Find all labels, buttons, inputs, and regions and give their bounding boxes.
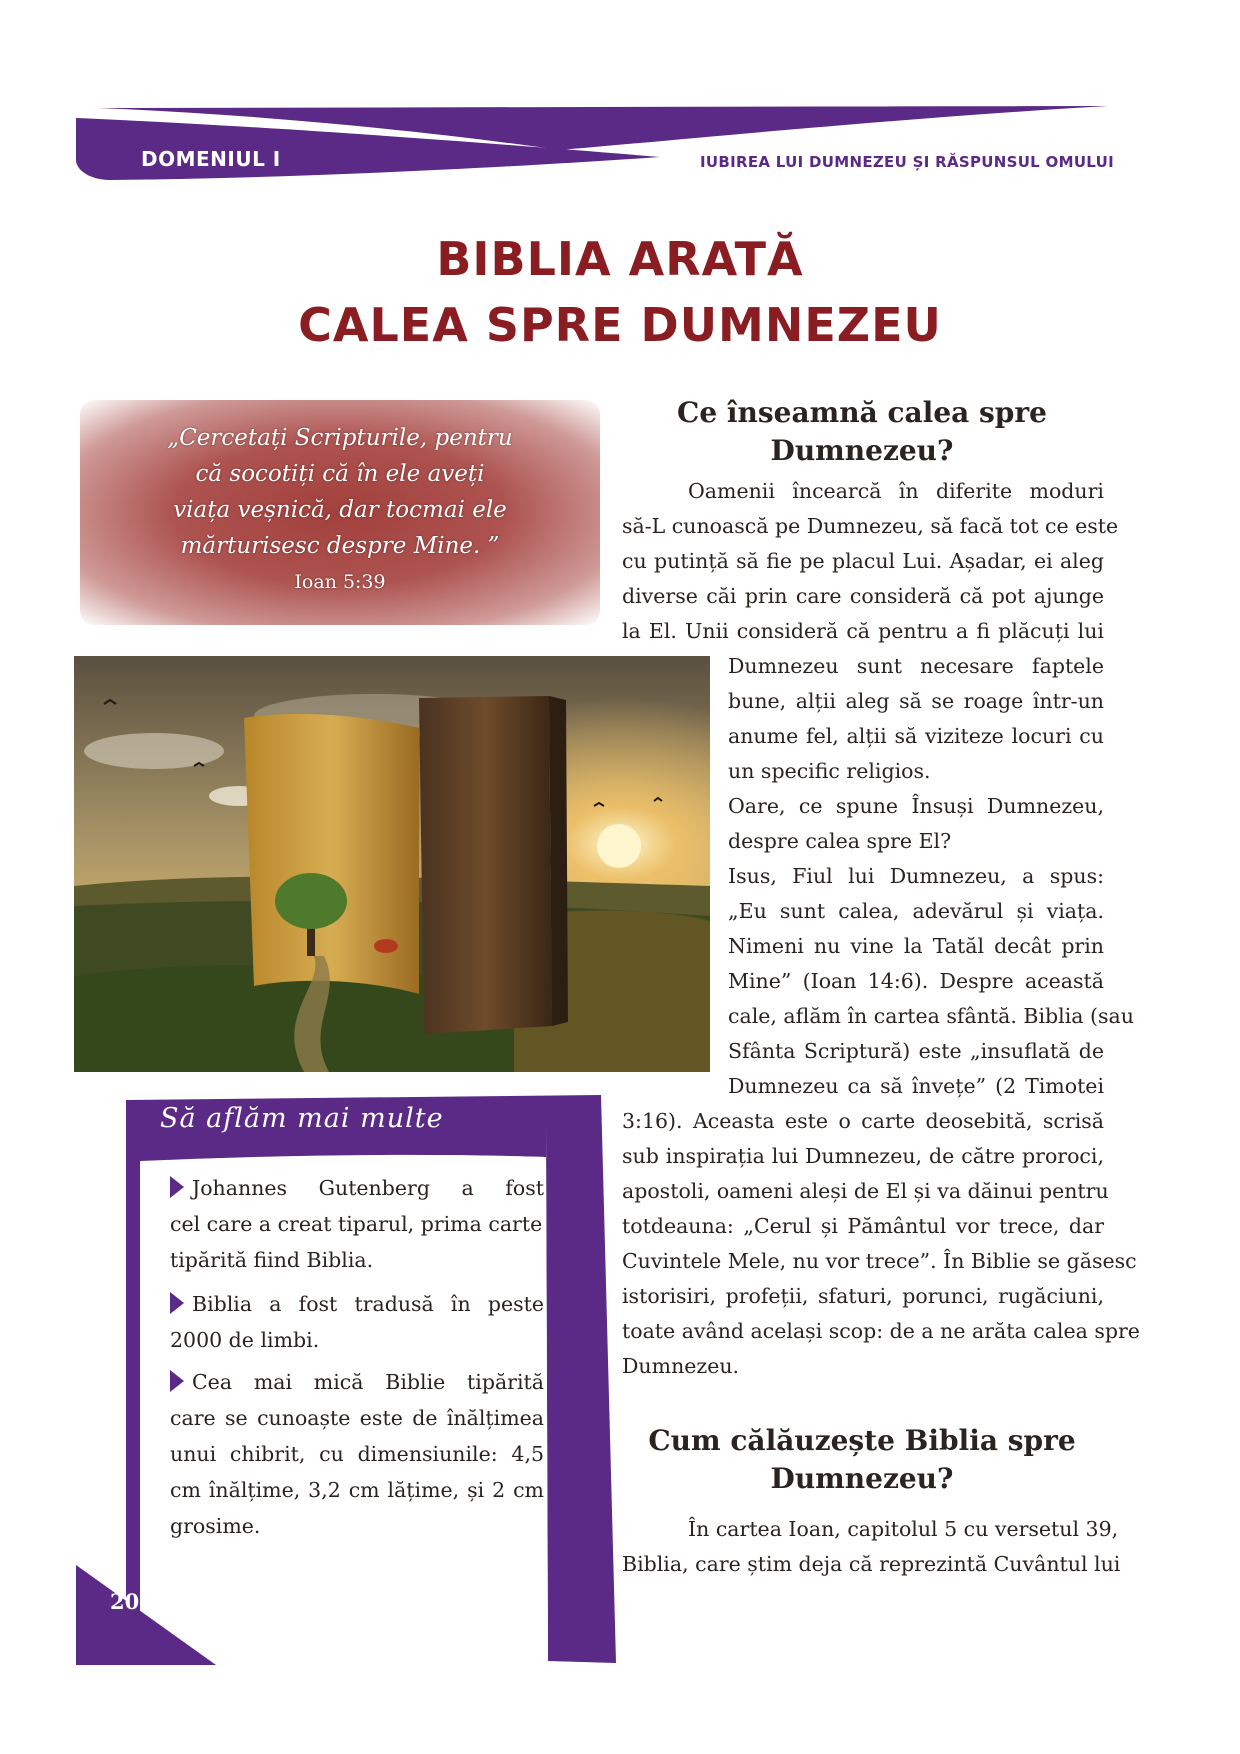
domain-label: DOMENIUL I — [141, 147, 281, 171]
body-line: despre calea spre El? — [728, 829, 952, 853]
body-line: un specific religios. — [728, 759, 931, 783]
body-line: istorisiri, profeții, sfaturi, porunci, rugăciuni, — [622, 1284, 1104, 1308]
body-line: Sfânta Scriptură) este „insuflată de — [728, 1039, 1104, 1063]
body-line: Isus, Fiul lui Dumnezeu, a spus: — [728, 864, 1104, 888]
body-line: toate având același scop: de a ne arăta calea spre — [622, 1319, 1140, 1343]
body-line: anume fel, alții să viziteze locuri cu — [728, 724, 1104, 748]
body-line: Nimeni nu vine la Tatăl decât prin — [728, 934, 1104, 958]
quote-reference: Ioan 5:39 — [294, 571, 386, 593]
body-line: Dumnezeu ca să învețe” (2 Timotei — [728, 1074, 1104, 1098]
body-line: apostoli, oameni aleși de El și va dăinui pentru — [622, 1179, 1109, 1203]
triangle-bullet-icon — [170, 1292, 184, 1314]
heading-line: Ce înseamnă calea spre — [677, 396, 1047, 429]
body-line: să-L cunoască pe Dumnezeu, să facă tot ce este — [622, 514, 1119, 538]
quote-line: că socotiți că în ele aveți — [195, 461, 485, 487]
fact-item — [170, 1170, 544, 1278]
body-line: cu putință să fie pe placul Lui. Așadar, ei aleg — [622, 549, 1104, 573]
body-line: diverse căi prin care consideră că pot ajunge — [622, 584, 1104, 608]
heading-line: Cum călăuzește Biblia spre — [648, 1424, 1076, 1457]
body-line: bune, alții aleg să se roage într-un — [728, 689, 1104, 713]
fact-line: Johannes Gutenberg a fost — [170, 1170, 544, 1206]
quote-line: „Cercetați Scripturile, pentru — [167, 425, 513, 451]
body-line: sub inspirația lui Dumnezeu, de către proroci, — [622, 1144, 1104, 1168]
info-box-title: Să aflăm mai multe — [160, 1103, 444, 1134]
triangle-bullet-icon — [170, 1370, 184, 1392]
body-line: Dumnezeu sunt necesare faptele — [728, 654, 1104, 678]
body-line: 3:16). Aceasta este o carte deosebită, scrisă — [622, 1109, 1104, 1133]
body-line: Oare, ce spune Însuși Dumnezeu, — [728, 794, 1104, 818]
fact-line: tipărită fiind Biblia. — [170, 1248, 374, 1272]
heading-line: Dumnezeu? — [770, 434, 954, 467]
body-line: Cuvintele Mele, nu vor trece”. În Biblie se găsesc — [622, 1249, 1137, 1273]
domain-subtitle: IUBIREA LUI DUMNEZEU ȘI RĂSPUNSUL OMULUI — [700, 153, 1114, 171]
body-line: la El. Unii consideră că pentru a fi plăcuți lui — [622, 619, 1104, 643]
quote-line: mărturisesc despre Mine. ” — [180, 533, 500, 559]
page-title-line-1: BIBLIA ARATĂ — [436, 232, 804, 286]
fact-item — [170, 1286, 544, 1358]
body-line: Biblia, care știm deja că reprezintă Cuvântul lui — [622, 1552, 1121, 1576]
body-line: „Eu sunt calea, adevărul și viața. — [728, 899, 1104, 923]
fact-line: grosime. — [170, 1514, 261, 1538]
body-line: Dumnezeu. — [622, 1354, 740, 1378]
fact-line: 2000 de limbi. — [170, 1328, 320, 1352]
fact-line: Biblia a fost tradusă în peste — [170, 1286, 544, 1322]
page-number: 20 — [110, 1589, 140, 1614]
fact-line: cm înălțime, 3,2 cm lățime, și 2 cm — [170, 1478, 544, 1502]
fact-line: care se cunoaște este de înălțimea — [170, 1406, 544, 1430]
body-line: Mine” (Ioan 14:6). Despre această — [728, 969, 1104, 993]
body-line: cale, aflăm în cartea sfântă. Biblia (sau — [728, 1004, 1134, 1028]
quote-text — [150, 420, 530, 564]
body-line: totdeauna: „Cerul și Pământul vor trece, dar — [622, 1214, 1104, 1238]
section-heading-2 — [622, 1422, 1102, 1498]
page-title-line-2: CALEA SPRE DUMNEZEU — [298, 298, 942, 352]
fact-line: cel care a creat tiparul, prima carte — [170, 1212, 543, 1236]
heading-line: Dumnezeu? — [770, 1462, 954, 1495]
book-landscape-image — [74, 656, 710, 1072]
body-line: În cartea Ioan, capitolul 5 cu versetul 39, — [688, 1517, 1119, 1541]
fact-line: Cea mai mică Biblie tipărită — [170, 1364, 544, 1400]
quote-line: viața veșnică, dar tocmai ele — [173, 497, 507, 523]
triangle-bullet-icon — [170, 1176, 184, 1198]
section-heading-1 — [622, 394, 1102, 470]
fact-line: unui chibrit, cu dimensiunile: 4,5 — [170, 1442, 544, 1466]
body-line: Oamenii încearcă în diferite moduri — [688, 479, 1104, 503]
fact-item — [170, 1364, 544, 1544]
